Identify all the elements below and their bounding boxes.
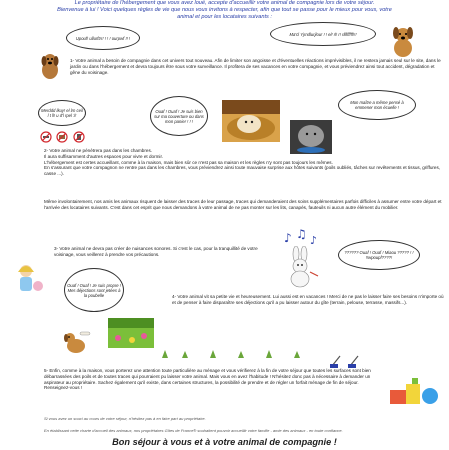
section-1-text: 1- Votre animal a besoin de compagnie dans cet univers tout nouveau. Afin de limiter son angoisse et d'éventuelles réactions imprévisibles, il ne restera jamais seul sur le site, dans le jardin ou dans l'hébergement et devra toujours être sous votre surveillance. Il profitera de ses vacances en votre compagnie, et vous préviendrez ainsi tout accident, dégradation et gêne du voisinage. [70,58,441,75]
garden-photo [108,318,154,348]
dog-right-icon [388,24,418,58]
note-charter: En établissant cette charte d'accueil des animaux, nos propriétaires Gîtes de France® souhaitent pouvoir accueillir votre famille - amie des animaux - en toute confiance. [44,428,343,433]
note-owner: Si vous avez un souci au cours de votre séjour, n'hésitez pas à en faire part au propriétaire. [44,416,206,421]
dog-left-bubble: Upouf! ullurftrr! ! ! ! ourpwf !! ! [66,26,140,50]
dog-bone-icon [62,326,92,356]
no-chair-icon [73,131,85,143]
toys-illustration [388,376,442,406]
intro-text: Le propriétaire de l'hébergement que vous avez loué, accepte d'accueillir votre animal de compagnie lors de votre séjour. Bienvenue à lui ! Voici quelques règles de vie que nous vous invitons à respecter, afin que tout se passe pour le mieux pour vous, votre animal et pour les locataires suivants : [57,0,392,20]
dog-basket-photo [222,100,280,142]
closing-message: Bon séjour à vous et à votre animal de compagnie ! [112,437,337,447]
forbidden-icons-row [40,130,85,148]
dog-left-icon [38,52,62,80]
no-icons-bubble: Merddd lkuy! el lrn ceil l t ll! u d'l rpel :l! [38,100,86,126]
section-2-block: 2- Votre animal ne pénètrera pas dans les chambres. Il aura suffisamment d'autres espaces pour vivre et dormir. L'hébergement est certes accueillant, comme à la maison, mais bien sûr ce n'est pas sa maison et les règles n'y sont pas toujours les mêmes. En s'assurant que votre compagnon ne rentre pas dans les chambres, vous préviendrez ainsi toute mauvaise surprise aux hôtes suivants (poils oubliés, tâches sur revêtements et tissus, griffures, casse ...). [44,148,441,177]
no-bed-icon [40,131,52,143]
sign-bubble: Ouaf ! Ouaf ! Je suis propre ! Mes déjections sont jetées à la poubelle [64,268,124,312]
grass-strip [162,348,322,358]
dog-blanket-bubble: Ouaf ! Ouaf ! Je suis bien sur ma couverture ou dans mon panier ! ! ! [150,96,208,136]
rabbit-icon [282,246,320,288]
section-4-text: 4- Votre animal vit sa petite vie et heureusement. Lui aussi est en vacances ! Merci de ne pas le laisser faire ses besoins n'importe où et de penser à faire disparaître ses déjections qu'il a pu laisser autour du gîte (terrain, pelouse, terrasse, massifs...). [172,294,444,305]
dog-right-bubble: Ma'cl Yjrndlurjlou! ! ! el! rl! r! rllllfffff!!! [270,22,376,46]
bowl-bubble: Mon maître a même pensé à emmener mon écuelle ! [338,90,416,120]
music-notes-icon [282,228,324,248]
svg-text:♪: ♪ [310,234,318,247]
svg-text:♪: ♪ [284,231,292,245]
no-sofa-icon [56,131,68,143]
cat-bubble: ?????? Ouaf ! Ouaf ! Miaou ????? ! ! !!wpoupf????! [338,240,420,270]
section-3-text: 3- Votre animal ne devra pas créer de nuisances sonores. Si c'est le cas, pour la tranquillité de votre voisinage, vous veillerez à prendre vos précautions. [54,246,258,257]
section-5-text: 5- Enfin, comme à la maison, vous porterez une attention toute particulière au ménage et vous vérifierez à la fin de votre séjour que toutes les surfaces sont bien débarrassées des poils et de toutes traces qui pourraient pu laisser votre animal. Mais vous en avez l'habitude ! N'hésitez donc pas à nécessaire à demander un aspirateur au propriétaire. Sachez également qu'il existe, dans certaines structures, la possibilité de prendre et de régler un forfait ménage de fin de séjour. Renseignez-vous ! [44,368,371,391]
svg-text:♫: ♫ [296,228,307,241]
child-illustration [12,262,46,296]
section-2-detail: Même involontairement, nos amis les animaux risquent de laisser des traces de leur passage, traces qui demanderaient des soins supplémentaires parfois difficiles à assumer entre votre départ et l'arrivée des locataires suivants. C'est dans cet esprit que nous demandons à votre animal de ne pas monter sur les lits, canapés, fauteuils ni aucun autre élément du mobilier. [44,199,442,210]
